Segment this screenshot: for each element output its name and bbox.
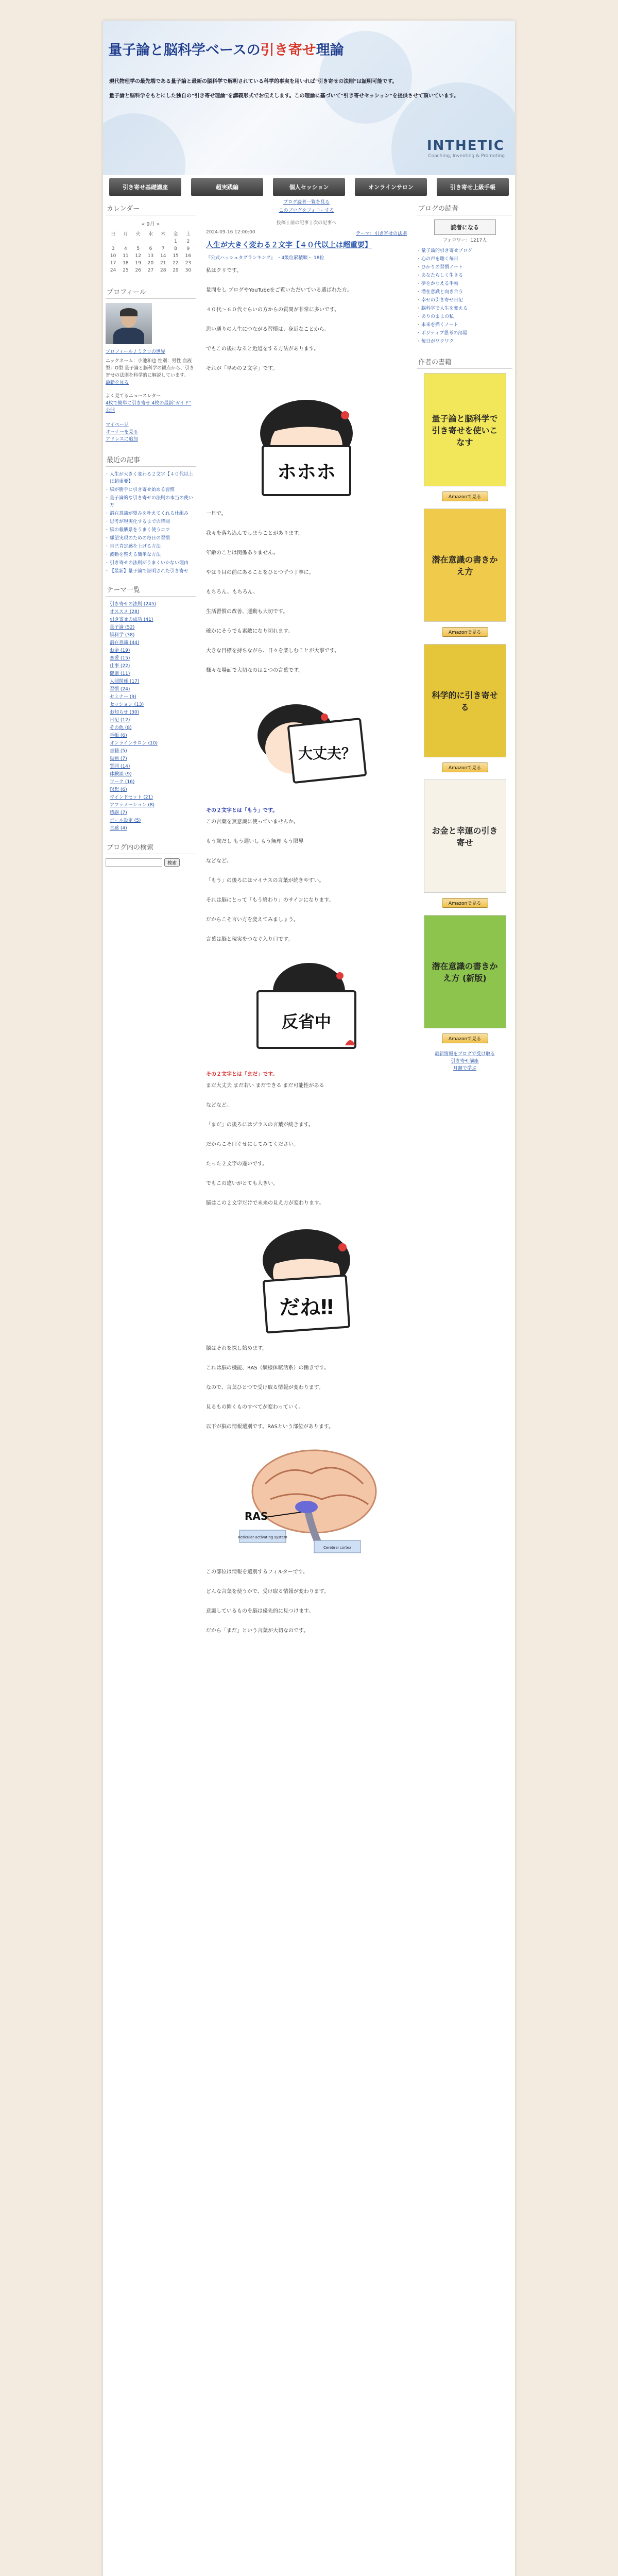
calendar-day[interactable]: 11: [123, 253, 129, 259]
recent-article-link[interactable]: ・ 引き寄せの法則がうまくいかない理由: [106, 560, 196, 567]
right-footer-links: [417, 1050, 512, 1072]
calendar-day: [132, 238, 144, 245]
entry-body-3: [206, 818, 407, 944]
calendar-day[interactable]: 9: [186, 246, 190, 251]
theme-link[interactable]: 感謝 (7): [110, 810, 127, 816]
calendar-day[interactable]: 3: [111, 246, 115, 251]
paragraph: これは脳の機能、RAS（網様体賦活系）の働きです。: [206, 1365, 329, 1371]
paragraph: それは脳にとって「もう終わり」のサインになります。: [206, 897, 334, 903]
calendar-day[interactable]: 21: [160, 261, 166, 266]
amazon-button[interactable]: Amazonで見る: [442, 492, 488, 501]
calendar-day[interactable]: 5: [136, 246, 140, 251]
theme-link[interactable]: お知らせ (30): [110, 710, 140, 715]
site-header: [103, 21, 515, 175]
theme-link[interactable]: 日記 (12): [110, 718, 130, 723]
svg-text:ホホホ: ホホホ: [277, 461, 336, 483]
recent-article-link[interactable]: ・ 潜在意識が望みを叶えてくれる仕組み: [106, 510, 196, 517]
theme-link[interactable]: 瞑想 (6): [110, 787, 127, 792]
search-title: ブログ内の検索: [106, 840, 196, 854]
book-cover[interactable]: [424, 373, 506, 486]
illustration-hohoho: [206, 384, 407, 503]
calendar-day[interactable]: 6: [149, 246, 152, 251]
reader-link[interactable]: ・ ありのままの私: [417, 313, 512, 320]
follow-blog-link[interactable]: このブログをフォローする: [279, 208, 334, 213]
entry-title[interactable]: 人生が大きく変わる２文字【４０代以上は超重要】: [206, 241, 372, 249]
avatar[interactable]: [106, 303, 152, 344]
reader-link[interactable]: ・ 量子論的引き寄せブログ: [417, 247, 512, 255]
recent-article-link[interactable]: ・ 【最新】量子論で証明された引き寄せ: [106, 568, 196, 575]
amazon-button[interactable]: Amazonで見る: [442, 1033, 488, 1043]
calendar-month[interactable]: « 9月 »: [142, 222, 160, 227]
theme-link[interactable]: 動画 (7): [110, 756, 127, 761]
subscribe-title: よく見てるニュースレター: [106, 394, 161, 399]
paragraph: 様々な場面で大切なのは２つの言葉です。: [206, 668, 304, 673]
paragraph: 大きな目標を持ちながら、日々を楽しむことが大事です。: [206, 648, 340, 654]
book-cover-title: お金と幸運の引き寄せ: [432, 826, 498, 848]
theme-link[interactable]: その他 (8): [110, 725, 132, 731]
brand-logo: INTHETIC Coaching, Inventing & Promoting: [426, 138, 505, 159]
paragraph: 脳はそれを探し始めます。: [206, 1346, 268, 1351]
paragraph: 「まだ」の後ろにはプラスの言葉が続きます。: [206, 1122, 314, 1128]
reader-link[interactable]: ・ 脳科学で人生を変える: [417, 305, 512, 312]
reader-link[interactable]: ・ 未来を描くノート: [417, 321, 512, 329]
illustration-daijoubu: [206, 686, 407, 800]
reader-list: [417, 247, 512, 345]
recent-title: 最近の記事: [106, 452, 196, 467]
book-item: [417, 644, 512, 772]
reader-link[interactable]: ・ 毎日がワクワク: [417, 338, 512, 345]
header-decoration: [103, 113, 185, 175]
theme-link[interactable]: 習慣 (24): [110, 687, 130, 692]
footer-link[interactable]: 最新情報をブログで受け取る: [434, 1052, 495, 1057]
entry-body-5: [206, 1345, 407, 1431]
theme-link[interactable]: 手帳 (6): [110, 733, 127, 738]
profile-text: ニックネーム：小池和也 性別：男性 血液型：O型 量子論と脳科学の観点から、引き寄せの法則を科学的に解説しています。: [106, 359, 194, 378]
book-cover[interactable]: [424, 509, 506, 622]
theme-link[interactable]: 直感 (4): [110, 826, 127, 831]
calendar-day[interactable]: 22: [173, 261, 179, 266]
svg-text:反省中: 反省中: [281, 1012, 332, 1031]
paragraph: でもこの後になると近道をする方法があります。: [206, 346, 319, 352]
site-title[interactable]: 量子論と脳科学ベースの引き寄せ理論: [108, 42, 344, 58]
svg-text:Reticular activating system: Reticular activating system: [238, 1535, 287, 1539]
theme-list: [106, 601, 196, 833]
theme-link[interactable]: 仕事 (22): [110, 664, 130, 669]
theme-link[interactable]: 健康 (11): [110, 671, 130, 676]
recent-article-link[interactable]: ・ 脳の報酬系をうまく使うコツ: [106, 527, 196, 534]
calendar-day[interactable]: 19: [135, 261, 141, 266]
calendar-day[interactable]: 26: [135, 268, 141, 273]
calendar-day: [144, 238, 157, 245]
calendar-day[interactable]: 13: [147, 253, 154, 259]
profile-link[interactable]: 最新を見る: [106, 380, 129, 385]
theme-link[interactable]: 引き寄せの成功 (41): [110, 617, 153, 622]
search-row: [106, 858, 196, 867]
calendar-day[interactable]: 18: [123, 261, 129, 266]
paragraph: だから「まだ」という言葉が大切なのです。: [206, 1628, 309, 1634]
owner-link[interactable]: オーナーを見る: [106, 430, 139, 435]
nav-session[interactable]: 個人セッション: [273, 178, 345, 196]
book-cover[interactable]: [424, 779, 506, 893]
breadcrumb[interactable]: 投稿 | 前の記事 | 次の記事へ: [276, 221, 337, 226]
follow-button[interactable]: 読者になる: [434, 219, 496, 235]
recent-article-link[interactable]: ・ 願望実現のための毎日の習慣: [106, 535, 196, 542]
theme-link[interactable]: 量子論 (52): [110, 625, 135, 630]
paragraph: やはり目の前にあることをひとつずつ丁寧に。: [206, 570, 314, 575]
entry-meta: [206, 230, 407, 236]
theme-link[interactable]: アファメーション (8): [110, 803, 155, 808]
paragraph: だからこそ言い方を変えてみましょう。: [206, 917, 299, 923]
book-cover[interactable]: [424, 915, 506, 1028]
calendar-weekday: 木: [161, 232, 166, 237]
book-list: [417, 373, 512, 1043]
paragraph: もう歳だし もう遅いし もう無理 もう限界: [206, 839, 304, 844]
theme-link[interactable]: セミナー (9): [110, 694, 136, 700]
theme-link[interactable]: ゴール設定 (5): [110, 818, 141, 823]
calendar-day[interactable]: 16: [185, 253, 192, 259]
reader-count: フォロワー：1217人: [442, 238, 487, 243]
calendar-day[interactable]: 23: [185, 261, 192, 266]
recent-article-link[interactable]: ・ 思考が現実化するまでの時間: [106, 518, 196, 526]
paragraph: 意識しているものを脳は優先的に見つけます。: [206, 1608, 314, 1614]
paragraph: まだ大丈夫 まだ若い まだできる まだ可能性がある: [206, 1083, 324, 1089]
calendar-day[interactable]: 25: [123, 268, 129, 273]
theme-link[interactable]: オススメ (28): [110, 609, 140, 615]
left-sidebar: [103, 201, 198, 867]
profile-title: プロフィール: [106, 284, 196, 299]
paragraph: などなど。: [206, 1103, 232, 1108]
calendar-day[interactable]: 4: [124, 246, 127, 251]
calendar-day[interactable]: 14: [160, 253, 166, 259]
paragraph: 年齢のことは関係ありません。: [206, 550, 279, 556]
paragraph: どんな言葉を使うかで、受け取る情報が変わります。: [206, 1589, 329, 1595]
paragraph: 生活習慣の改善、運動も大切です。: [206, 609, 288, 615]
entry-date: 2024-09-16 12:00:00: [206, 230, 255, 235]
paragraph: 言葉は脳と現実をつなぐ入り口です。: [206, 937, 294, 942]
nav-basic-course[interactable]: 引き寄せ基礎講座: [109, 178, 181, 196]
paragraph: ４０代〜６０代ぐらいの方からの質問が非常に多いです。: [206, 307, 340, 313]
main-content: [206, 198, 407, 1647]
search-input[interactable]: [106, 858, 162, 867]
footer-link[interactable]: 月額で学ぶ: [453, 1066, 476, 1071]
theme-link[interactable]: マインドセット (21): [110, 795, 153, 800]
book-item: [417, 509, 512, 637]
svg-text:RAS: RAS: [245, 1510, 268, 1522]
svg-text:大丈夫？: 大丈夫？: [298, 745, 356, 762]
reader-link[interactable]: ・ 心の声を聴く毎日: [417, 256, 512, 263]
rss-links: [106, 421, 196, 443]
theme-link[interactable]: 体験談 (9): [110, 772, 132, 777]
calendar-day: [119, 238, 132, 245]
paragraph: たった２文字の違いです。: [206, 1161, 268, 1167]
calendar-weekday: 火: [135, 232, 141, 237]
book-item: [417, 779, 512, 908]
paragraph: 確かにそうでも素敵になり切れます。: [206, 629, 294, 634]
svg-text:だね‼: だね‼: [279, 1296, 334, 1319]
calendar-day: [157, 238, 169, 245]
recent-article-link[interactable]: ・ 自己肯定感を上げる方法: [106, 543, 196, 550]
reader-link[interactable]: ・ 幸せの引き寄せ日記: [417, 297, 512, 304]
illustration-dane: [206, 1219, 407, 1337]
book-item: [417, 915, 512, 1043]
reader-link[interactable]: ・ 夢をかなえる手帳: [417, 280, 512, 287]
paragraph: なので、言葉ひとつで受け取る情報が変わります。: [206, 1385, 324, 1391]
calendar-day[interactable]: 2: [186, 239, 190, 244]
theme-link[interactable]: 人間関係 (17): [110, 679, 140, 684]
calendar-day[interactable]: 29: [173, 268, 179, 273]
book-cover[interactable]: [424, 644, 506, 757]
theme-title: テーマ一覧: [106, 582, 196, 597]
theme-link[interactable]: オンラインサロン (10): [110, 741, 158, 746]
nav-online-salon[interactable]: オンラインサロン: [355, 178, 427, 196]
entry-body-6: [206, 1568, 407, 1635]
calendar-day[interactable]: 10: [110, 253, 116, 259]
recent-list: [106, 471, 196, 575]
paragraph: この部位は情報を選別するフィルターです。: [206, 1569, 308, 1575]
profile-caption[interactable]: プロフィール / ミクロの世界: [106, 349, 165, 354]
theme-link[interactable]: 引き寄せの法則 (245): [110, 602, 157, 607]
reader-list-link[interactable]: ブログ読者一覧を見る: [283, 200, 330, 205]
keyword-mou: その２文字とは「もう」です。: [206, 808, 278, 814]
calendar-day[interactable]: 12: [135, 253, 141, 259]
illustration-hanseichu: [206, 955, 407, 1063]
calendar-weekday: 水: [148, 232, 153, 237]
paragraph: などなど。: [206, 858, 232, 864]
profile-box: [106, 303, 196, 344]
reader-link[interactable]: ・ 潜在意識と向き合う: [417, 289, 512, 296]
amazon-button[interactable]: Amazonで見る: [442, 898, 488, 908]
book-cover-title: 潜在意識の書きかえ方 (新版): [432, 961, 498, 983]
calendar-day[interactable]: 17: [110, 261, 116, 266]
theme-link[interactable]: 恋愛 (15): [110, 656, 130, 661]
paragraph: だからこそ口ぐせにしてみてください。: [206, 1142, 299, 1147]
book-cover-title: 量子論と脳科学で引き寄せを使いこなす: [432, 413, 498, 447]
entry-theme[interactable]: テーマ：引き寄せの法則: [355, 231, 407, 236]
calendar-day[interactable]: 8: [174, 246, 177, 251]
entry-body-4: [206, 1082, 407, 1208]
paragraph: 量問をし ブログやYouTubeをご覧いただいている選ばれた方。: [206, 287, 352, 293]
reader-link[interactable]: ・ ひかりの習慣ノート: [417, 264, 512, 271]
reader-title: ブログの読者: [417, 201, 512, 215]
subscribe-link[interactable]: 4枚で簡単に引き寄せ 4枚の最新"ガイド" 公開: [106, 401, 192, 413]
footer-link[interactable]: 引き寄せ講座: [451, 1059, 479, 1064]
global-nav: [103, 175, 515, 198]
recent-article-link[interactable]: ・ 脳が勝手に引き寄せ始める習慣: [106, 486, 196, 494]
theme-link[interactable]: 書籍 (5): [110, 749, 127, 754]
paragraph: でもこの違いがとても大きい。: [206, 1181, 278, 1187]
hashtag-ranking[interactable]: 『公式ハッシュタグランキング』 ・4級位累積順・ 18位: [206, 256, 324, 261]
calendar-title: カレンダー: [106, 201, 196, 215]
paragraph: 我々を落ち込んでしまうことがあります。: [206, 531, 304, 536]
top-links: [206, 198, 407, 215]
calendar: [107, 229, 195, 274]
amazon-button[interactable]: Amazonで見る: [442, 762, 488, 772]
mypage-link[interactable]: マイページ: [106, 422, 129, 428]
paragraph: もちろん、もちろん、: [206, 589, 259, 595]
paragraph: 一旦で。: [206, 511, 227, 517]
keyword-mada: その２文字とは「まだ」です。: [206, 1072, 278, 1077]
book-title: 作者の書籍: [417, 354, 512, 369]
svg-text:Cerebral cortex: Cerebral cortex: [323, 1546, 352, 1550]
paragraph: 見るもの聞くものすべてが変わっていく。: [206, 1404, 304, 1410]
theme-link[interactable]: セッション (13): [110, 702, 144, 707]
book-item: [417, 373, 512, 501]
calendar-weekday: 月: [123, 232, 128, 237]
recent-article-link[interactable]: ・ 人生が大きく変わる２文字【４０代以上は超重要】: [106, 471, 196, 485]
paragraph: それが「早めの２文字」です。: [206, 366, 278, 371]
theme-link[interactable]: お金 (19): [110, 648, 130, 653]
calendar-weekday: 日: [111, 232, 116, 237]
paragraph: 「もう」の後ろにはマイナスの言葉が続きやすい。: [206, 878, 324, 884]
theme-link[interactable]: 質問 (14): [110, 764, 130, 769]
nav-practice[interactable]: 超実践編: [191, 178, 263, 196]
address-link[interactable]: アドレスに追加: [106, 437, 138, 442]
theme-link[interactable]: ワーク (16): [110, 779, 135, 785]
entry-body-1: [206, 267, 407, 373]
calendar-weekday: 金: [173, 232, 178, 237]
page: [103, 21, 515, 2576]
recent-article-link[interactable]: ・ 量子論的な引き寄せの法則の本当の使い方: [106, 495, 196, 509]
reader-link[interactable]: ・ あなたらしく生きる: [417, 272, 512, 279]
calendar-day[interactable]: 28: [160, 268, 166, 273]
theme-link[interactable]: 潜在意識 (44): [110, 640, 140, 646]
calendar-day[interactable]: 7: [161, 246, 165, 251]
calendar-day[interactable]: 27: [147, 268, 154, 273]
calendar-day: [107, 238, 119, 245]
calendar-weekday: 土: [185, 232, 191, 237]
book-cover-title: 科学的に引き寄せる: [432, 690, 498, 712]
amazon-button[interactable]: Amazonで見る: [442, 627, 488, 637]
paragraph: 以下が脳の情報選別です。RASという部位があります。: [206, 1424, 334, 1430]
calendar-day[interactable]: 15: [173, 253, 179, 259]
calendar-day[interactable]: 1: [174, 239, 177, 244]
reader-link[interactable]: ・ ポジティブ思考の部屋: [417, 330, 512, 337]
nav-notebook[interactable]: 引き寄せ上級手帳: [437, 178, 509, 196]
paragraph: 脳はこの２文字だけで未来の見え方が変わります。: [206, 1200, 324, 1206]
brain-diagram: [206, 1443, 407, 1561]
book-cover-title: 潜在意識の書きかえ方: [432, 555, 498, 577]
paragraph: 思い通りの人生につながる習慣は、身近なことから。: [206, 327, 330, 332]
right-sidebar: [417, 201, 512, 1072]
paragraph: 私はクリです。: [206, 268, 242, 274]
calendar-day[interactable]: 20: [147, 261, 154, 266]
recent-article-link[interactable]: ・ 波動を整える簡単な方法: [106, 551, 196, 558]
entry-body-2: [206, 510, 407, 675]
site-description: 現代物理学の最先端である量子論と最新の脳科学で解明されている科学的事実を用いれば"引き寄せの法則"は証明可能です。 量子論と脳科学をもとにした独自の"引き寄せ理論"を講義形式でお伝えします。この理論に基づいて"引き寄せセッション"を提供させて頂いています。: [109, 79, 459, 99]
theme-link[interactable]: 脳科学 (38): [110, 633, 135, 638]
calendar-day[interactable]: 30: [185, 268, 192, 273]
paragraph: この言葉を無意識に使っていませんか。: [206, 819, 299, 825]
search-button[interactable]: 検索: [164, 858, 180, 867]
calendar-day[interactable]: 24: [110, 268, 116, 273]
